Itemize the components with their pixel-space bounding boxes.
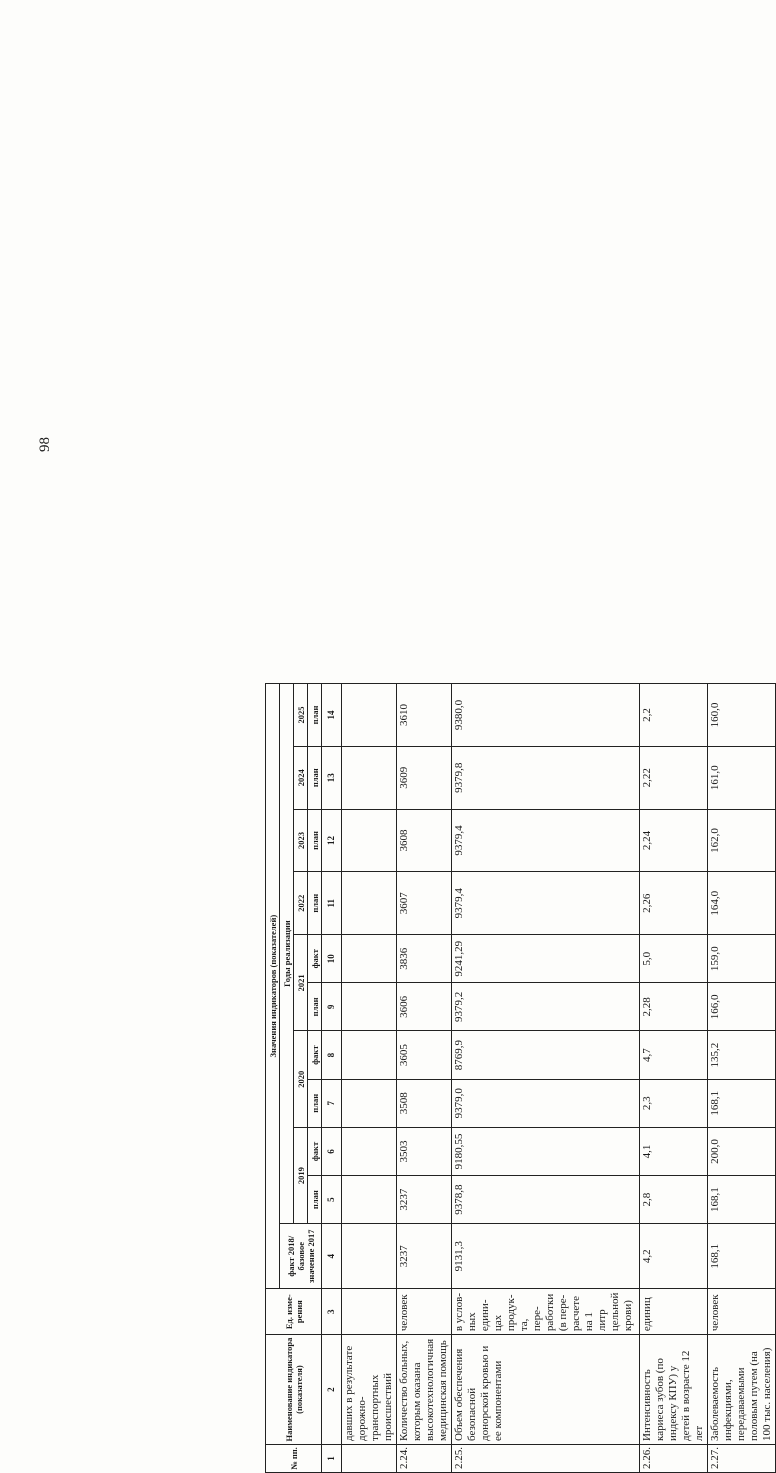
row-value: 9241,29 xyxy=(452,935,640,983)
row-value: 3607 xyxy=(397,872,452,935)
row-value: 3606 xyxy=(397,983,452,1031)
row-value: 3605 xyxy=(397,1031,452,1079)
page-number: 98 xyxy=(37,437,53,452)
table-row xyxy=(708,684,776,1473)
row-value xyxy=(342,809,397,872)
row-value xyxy=(342,1176,397,1224)
row-value: 2,26 xyxy=(640,872,708,935)
row-value xyxy=(342,872,397,935)
row-value: 4,1 xyxy=(640,1127,708,1175)
header-year-2019: 2019 xyxy=(294,1127,308,1223)
column-number: 6 xyxy=(322,1127,342,1175)
row-value: 5,0 xyxy=(640,935,708,983)
row-base: 3237 xyxy=(397,1224,452,1289)
table-row xyxy=(397,684,452,1473)
row-value: 3508 xyxy=(397,1079,452,1127)
row-value: 9379,4 xyxy=(452,872,640,935)
header-year-2022: 2022 xyxy=(294,872,308,935)
row-value: 160,0 xyxy=(708,684,776,747)
row-value xyxy=(342,746,397,809)
row-base: 4,2 xyxy=(640,1224,708,1289)
row-no: 2.25. xyxy=(452,1444,640,1472)
column-number: 4 xyxy=(322,1224,342,1289)
header-year-2020: 2020 xyxy=(294,1031,308,1127)
row-value: 9379,8 xyxy=(452,746,640,809)
row-no xyxy=(342,1444,397,1472)
column-number: 12 xyxy=(322,809,342,872)
rotated-table-wrapper xyxy=(265,683,773,1473)
row-value: 161,0 xyxy=(708,746,776,809)
row-base xyxy=(342,1224,397,1289)
row-value: 164,0 xyxy=(708,872,776,935)
row-value: 159,0 xyxy=(708,935,776,983)
row-value xyxy=(342,983,397,1031)
column-number: 13 xyxy=(322,746,342,809)
row-name: давших в результате дорожно-транспортных происшествий xyxy=(342,1335,397,1445)
column-number: 9 xyxy=(322,983,342,1031)
row-no: 2.27. xyxy=(708,1444,776,1472)
header-plan-2019: план xyxy=(308,1176,322,1224)
row-value: 200,0 xyxy=(708,1127,776,1175)
row-value: 3610 xyxy=(397,684,452,747)
column-number: 8 xyxy=(322,1031,342,1079)
header-fact-2019: факт xyxy=(308,1127,322,1175)
column-number: 5 xyxy=(322,1176,342,1224)
header-year-2025: 2025 xyxy=(294,684,308,747)
row-value: 3608 xyxy=(397,809,452,872)
row-name: Объем обеспечения безопасной донорской кровью и ее компонентами xyxy=(452,1335,640,1445)
header-fact-2020: факт xyxy=(308,1031,322,1079)
header-unit: Ед. изме-рения xyxy=(266,1289,322,1335)
header-plan-2020: план xyxy=(308,1079,322,1127)
row-value xyxy=(342,935,397,983)
header-plan-2023: план xyxy=(308,809,322,872)
row-name: Количество больных, которым оказана высокотехнологичная медицинская помощь xyxy=(397,1335,452,1445)
header-no: № пп. xyxy=(266,1444,322,1472)
row-value: 2,2 xyxy=(640,684,708,747)
table-row xyxy=(342,684,397,1473)
row-value: 2,24 xyxy=(640,809,708,872)
row-unit: человек xyxy=(397,1289,452,1335)
column-number: 1 xyxy=(322,1444,342,1472)
header-plan-2025: план xyxy=(308,684,322,747)
header-plan-2024: план xyxy=(308,746,322,809)
header-plan-2021: план xyxy=(308,983,322,1031)
header-years: Годы реализации xyxy=(280,684,294,1224)
row-value: 8769,9 xyxy=(452,1031,640,1079)
column-number: 14 xyxy=(322,684,342,747)
row-value: 2,22 xyxy=(640,746,708,809)
row-value: 9380,0 xyxy=(452,684,640,747)
table-row xyxy=(452,684,640,1473)
row-value xyxy=(342,1031,397,1079)
row-value xyxy=(342,1079,397,1127)
column-number: 10 xyxy=(322,935,342,983)
header-year-2024: 2024 xyxy=(294,746,308,809)
row-value: 9379,0 xyxy=(452,1079,640,1127)
row-base: 9131,3 xyxy=(452,1224,640,1289)
row-value: 3237 xyxy=(397,1176,452,1224)
row-no: 2.26. xyxy=(640,1444,708,1472)
row-value: 3836 xyxy=(397,935,452,983)
row-value: 166,0 xyxy=(708,983,776,1031)
header-base: факт 2018/базовое значение 2017 xyxy=(280,1224,322,1289)
row-value: 162,0 xyxy=(708,809,776,872)
row-value: 2,8 xyxy=(640,1176,708,1224)
row-base: 168,1 xyxy=(708,1224,776,1289)
row-value: 135,2 xyxy=(708,1031,776,1079)
header-values: Значения индикаторов (показателей) xyxy=(266,684,280,1289)
row-name: Заболеваемость инфекциями, передаваемыми половым путем (на 100 тыс. населения) xyxy=(708,1335,776,1445)
row-value xyxy=(342,1127,397,1175)
row-value: 3609 xyxy=(397,746,452,809)
row-unit: в услов-ных едини-цах продук-та, пере-работки (в пере-расчете на 1 литр цельной крови) xyxy=(452,1289,640,1335)
column-number: 11 xyxy=(322,872,342,935)
row-value: 4,7 xyxy=(640,1031,708,1079)
row-unit: единиц xyxy=(640,1289,708,1335)
row-name: Интенсивность кариеса зубов (по индексу КПУ) у детей в возрасте 12 лет xyxy=(640,1335,708,1445)
row-value: 9180,55 xyxy=(452,1127,640,1175)
column-number: 7 xyxy=(322,1079,342,1127)
row-value: 3503 xyxy=(397,1127,452,1175)
header-name: Наименование индикатора (показателя) xyxy=(266,1335,322,1445)
header-fact-2021: факт xyxy=(308,935,322,983)
row-no: 2.24. xyxy=(397,1444,452,1472)
row-value: 9379,2 xyxy=(452,983,640,1031)
indicators-table xyxy=(265,683,776,1473)
row-value: 168,1 xyxy=(708,1079,776,1127)
row-value xyxy=(342,684,397,747)
header-year-2021: 2021 xyxy=(294,935,308,1031)
row-unit xyxy=(342,1289,397,1335)
column-number: 2 xyxy=(322,1335,342,1445)
row-value: 9378,8 xyxy=(452,1176,640,1224)
table-row xyxy=(640,684,708,1473)
row-value: 168,1 xyxy=(708,1176,776,1224)
row-unit: человек xyxy=(708,1289,776,1335)
header-plan-2022: план xyxy=(308,872,322,935)
row-value: 2,28 xyxy=(640,983,708,1031)
row-value: 2,3 xyxy=(640,1079,708,1127)
header-year-2023: 2023 xyxy=(294,809,308,872)
column-number: 3 xyxy=(322,1289,342,1335)
row-value: 9379,4 xyxy=(452,809,640,872)
